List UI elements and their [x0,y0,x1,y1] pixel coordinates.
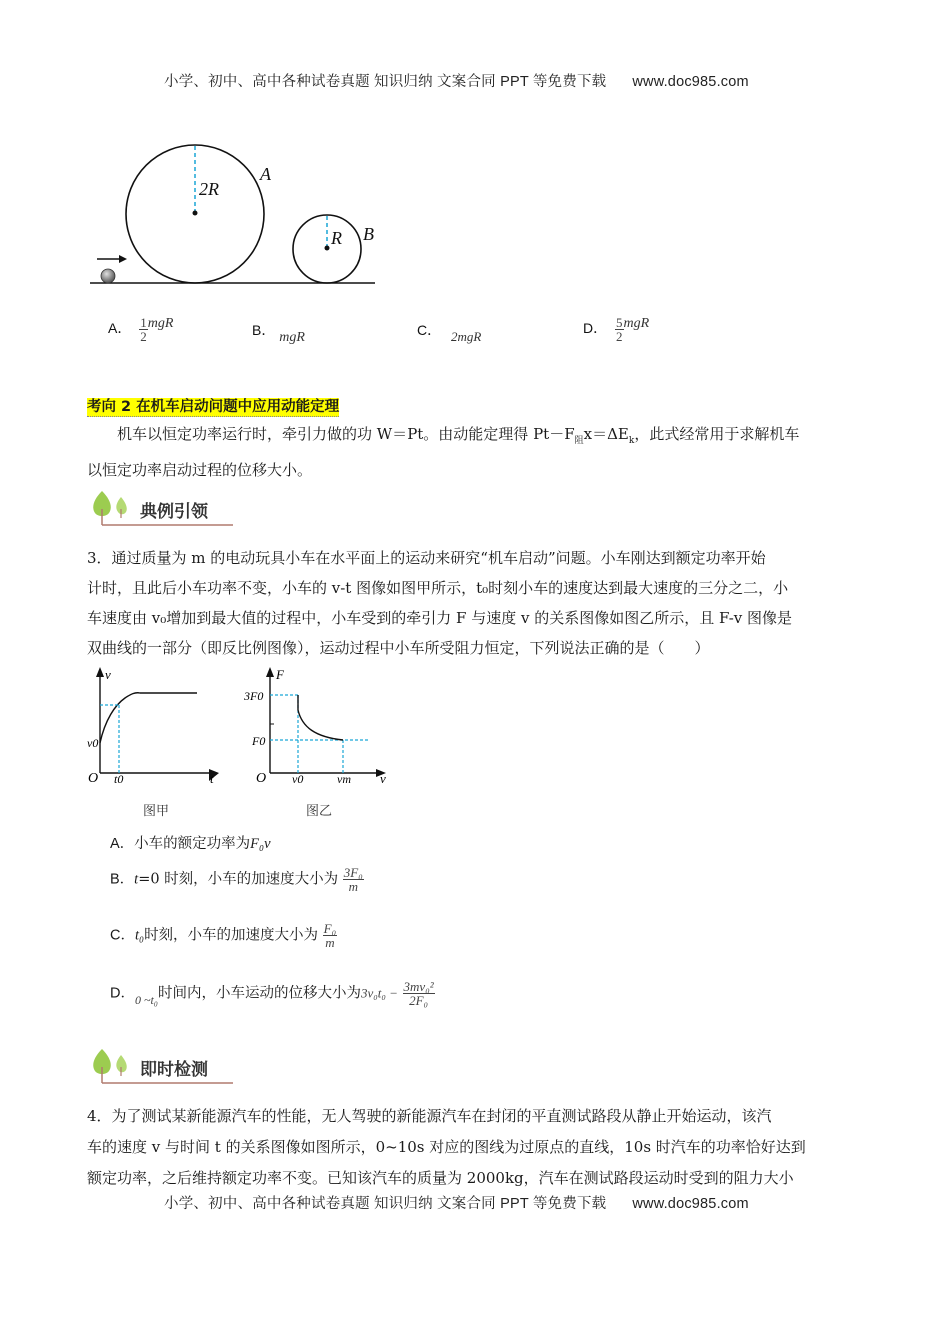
section-heading: 考向 2 在机车启动问题中应用动能定理 [87,399,340,415]
fraction: $\frac{\text{3F₀}}{m}$ [343,865,363,894]
caption-yi: 图乙 [306,804,333,819]
header-text: 小学、初中、高中各种试卷真题 知识归纳 文案合同 PPT 等免费下载 [164,74,607,90]
svg-text:3F0: 3F0 [244,689,264,703]
caption-jia: 图甲 [143,804,170,819]
svg-text:v: v [380,771,386,785]
option-letter: C． [417,322,442,338]
option-letter: B． [252,322,276,338]
fraction: $\frac{1}{2}$ [140,315,147,344]
page-footer [164,1192,749,1213]
question-3: 3．通过质量为 m 的电动玩具小车在水平面上的运动来研究“机车启动”问题。小车刚达到额定功率开始 计时，且此后小车功率不变，小车的 v-t 图像如图甲所示，t₀时刻小车的速度达到最大速度的三分之二，小 车速度由 v₀增加到最大值的过程中，小车受到的牵引力 F 与速度 v 的关系图像如图乙所示，且 F-v 图像是 双曲线的一部分（即反比例图像），运动过程中小车所受阻力恒定，下列说法正确的是（ ） [87,549,793,657]
radius-b-label: R [331,228,342,248]
circles-figure [85,140,395,290]
header-url: www.doc985.com [632,74,749,90]
q3-option-c[interactable]: C．t₀时刻，小车的加速度大小为 $\frac{\text{F₀}}{m}$ [110,921,337,950]
fraction: $\frac{\text{3mv₀²}}{\text{2F₀}}$ [403,979,434,1008]
circle-b-label: B [363,224,374,244]
option-letter: A． [108,320,132,337]
svg-text:v: v [105,667,111,682]
q3-option-a[interactable]: A．小车的额定功率为F₀v [110,836,271,852]
banner-title: 即时检测 [140,1060,208,1080]
fraction: $\frac{5}{2}$ [616,315,623,344]
option-a[interactable]: A． $\frac{1}{2}$ mgR [108,315,174,344]
graph-vt [85,665,235,785]
svg-text:O: O [88,771,99,785]
q3-option-d[interactable]: D．$_{0 \sim t_0}$时间内，小车运动的位移大小为3v₀t₀ − $\frac{\text{3mv₀²}}{\text{2F₀}}$ [110,979,434,1008]
svg-text:t: t [210,771,214,785]
svg-text:F0: F0 [252,734,266,748]
circle-a-label: A [260,164,271,184]
svg-text:O: O [256,771,267,785]
option-b[interactable]: B． mgR [252,322,305,345]
svg-text:vm: vm [337,772,351,785]
q3-option-b[interactable]: B．t=0 时刻，小车的加速度大小为 $\frac{\text{3F₀}}{m}$ [110,865,363,894]
option-letter: D． [583,320,608,337]
option-c[interactable]: C． 2mgR [417,322,482,344]
banner-check [88,1045,238,1087]
banner-title: 典例引领 [140,502,208,522]
svg-text:v0: v0 [87,736,99,750]
page-header [164,70,749,91]
svg-text:v0: v0 [292,772,304,785]
banner-examples [88,487,238,529]
section-paragraph: 机车以恒定功率运行时，牵引力做的功 W＝Pt。由动能定理得 $Pt-F_阻x=\Delta E_k$，此式经常用于求解机车 以恒定功率启动过程的位移大小。 [87,425,800,479]
svg-text:F: F [276,667,284,682]
option-d[interactable]: D． $\frac{5}{2}$ mgR [583,315,650,344]
footer-text: 小学、初中、高中各种试卷真题 知识归纳 文案合同 PPT 等免费下载 [164,1196,607,1212]
fraction: $\frac{\text{F₀}}{m}$ [323,921,337,950]
footer-url: www.doc985.com [632,1196,749,1212]
radius-a-label: 2R [199,179,219,199]
question-4: 4．为了测试某新能源汽车的性能，无人驾驶的新能源汽车在封闭的平直测试路段从静止开始运动，该汽 车的速度 v 与时间 t 的关系图像如图所示，0~10s 对应的图线为过原点的直线，10s 时汽车的功率恰好达到 额定功率，之后维持额定功率不变。已知该汽车的质量为 2000kg，汽车在测试路段运动时受到的阻力大小 [87,1107,806,1187]
graph-fv [240,665,390,785]
svg-text:t0: t0 [114,772,124,785]
